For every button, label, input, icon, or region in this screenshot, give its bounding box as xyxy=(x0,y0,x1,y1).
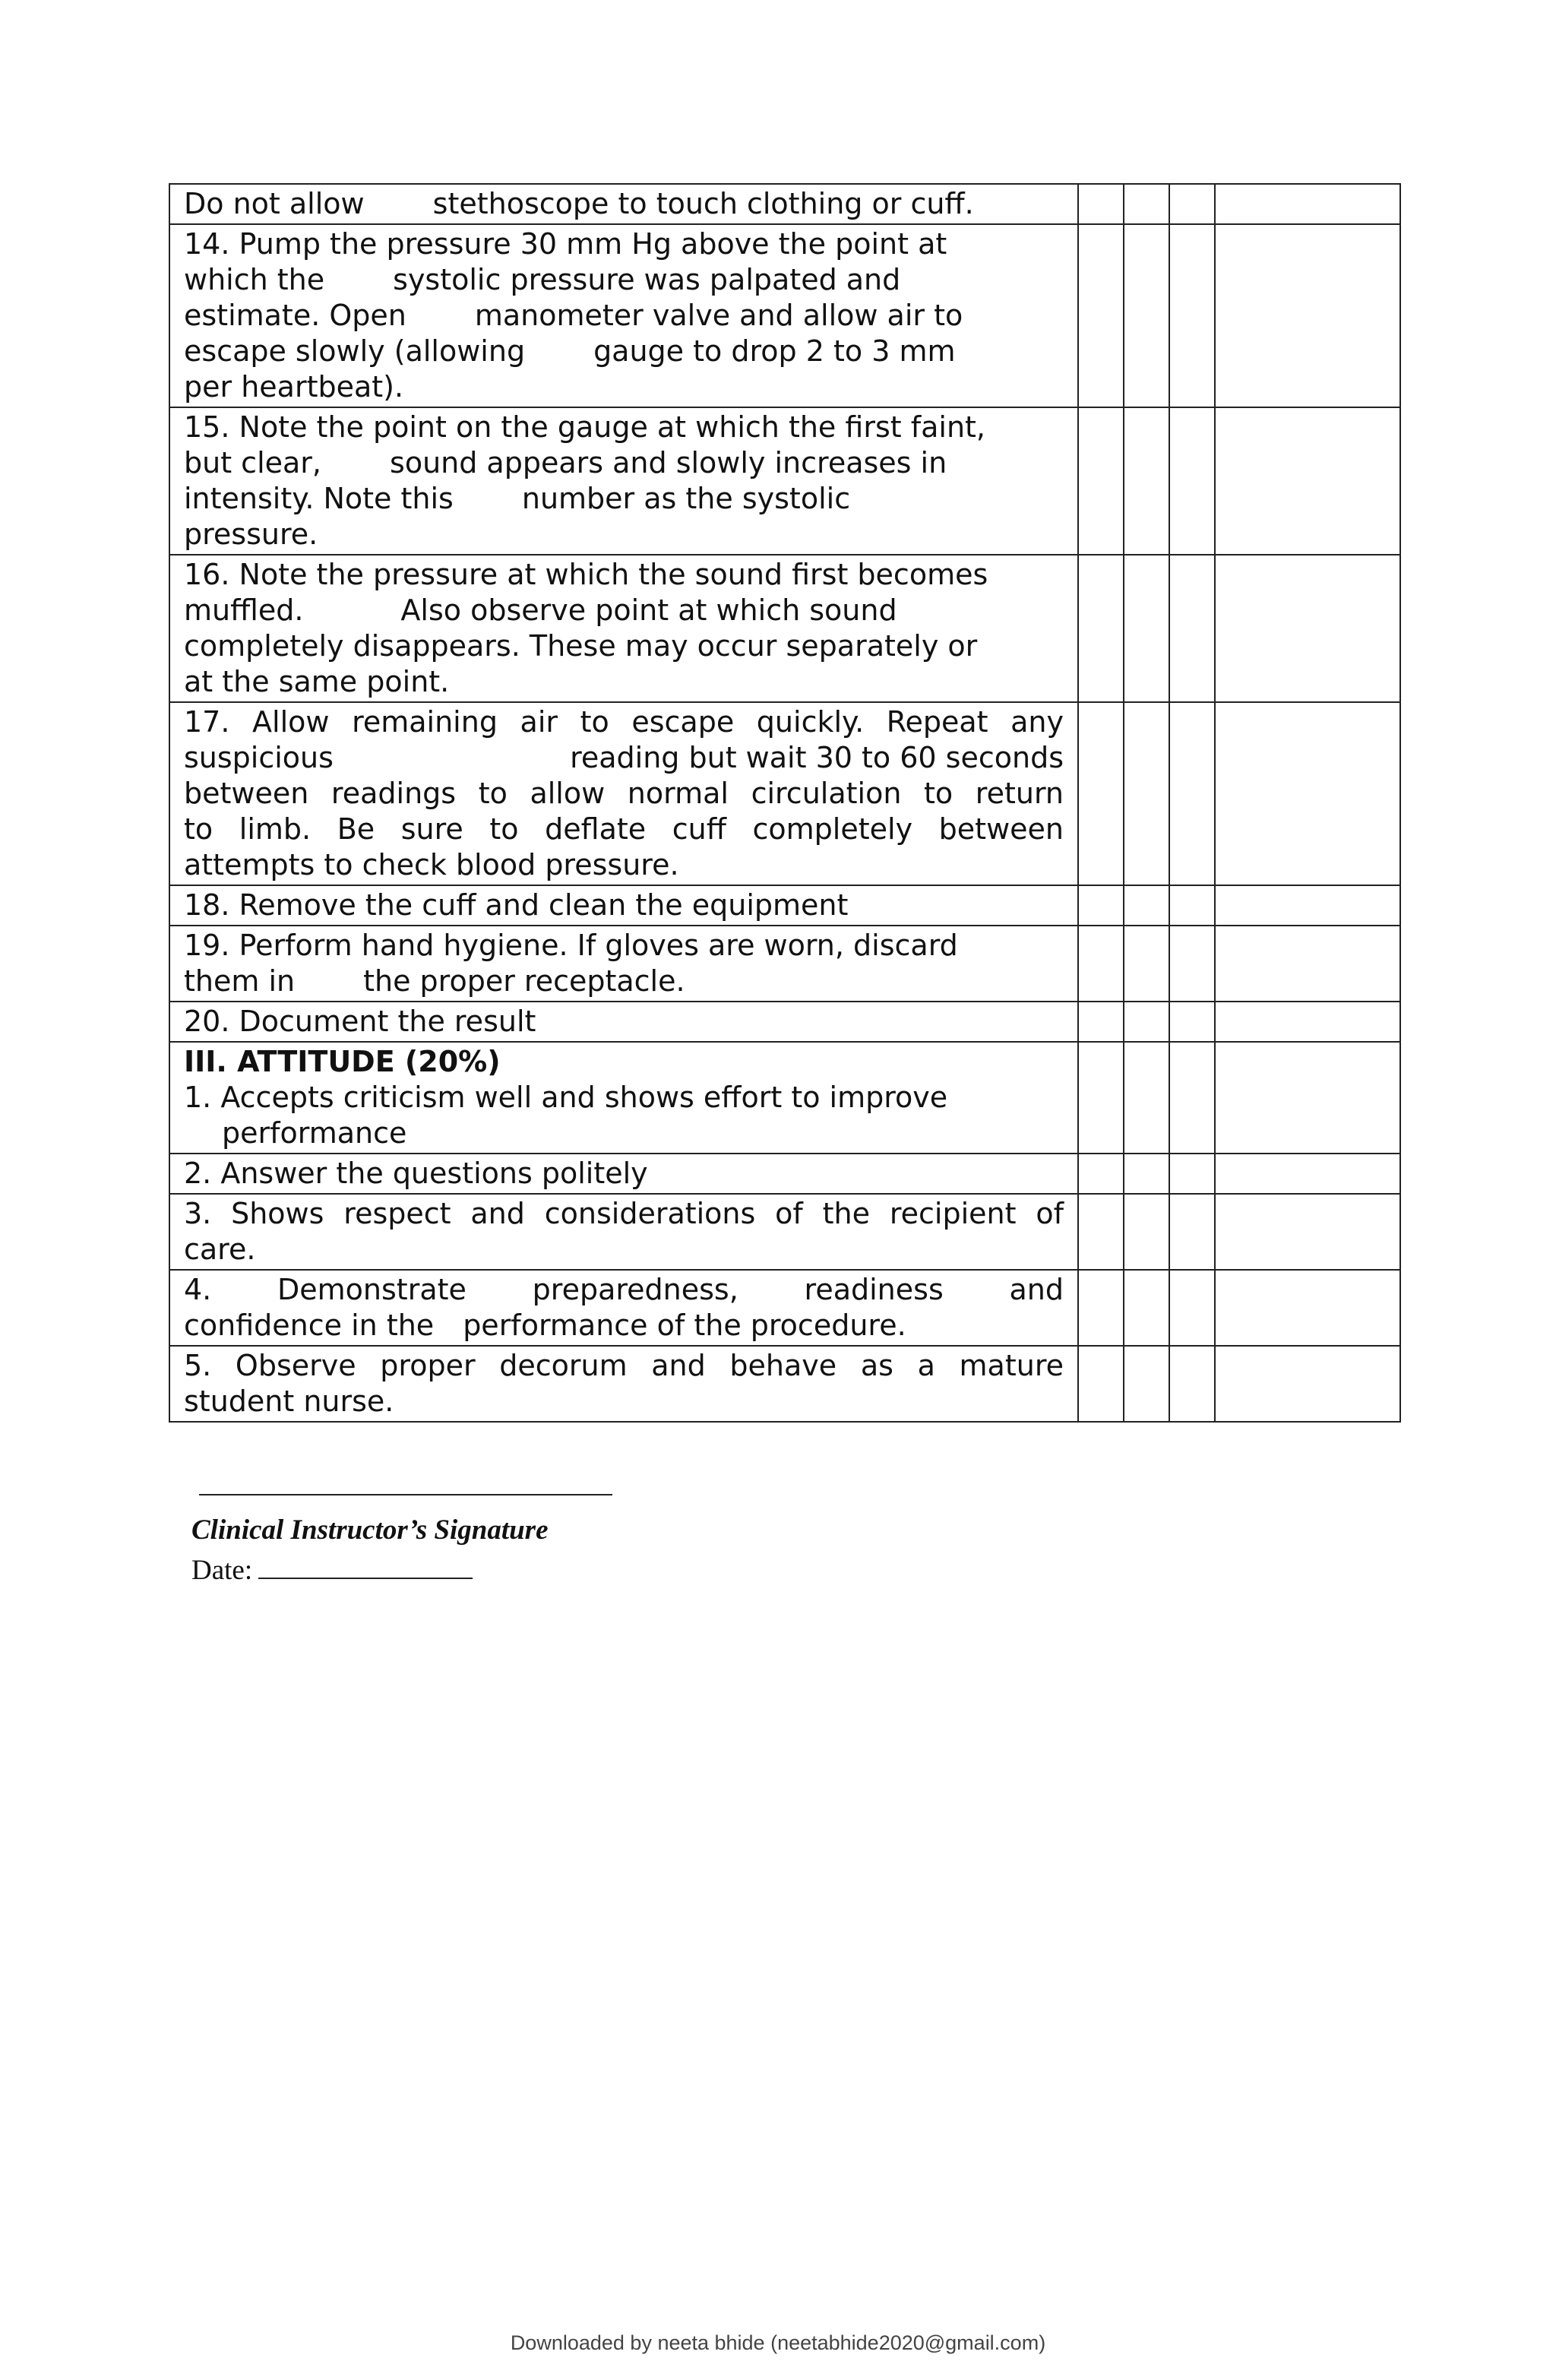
rating-cell[interactable] xyxy=(1169,407,1215,555)
rating-cell[interactable] xyxy=(1078,1042,1124,1154)
remarks-cell[interactable] xyxy=(1215,184,1400,224)
step-19-line: the proper receptacle. xyxy=(363,964,685,998)
table-row xyxy=(169,1002,1400,1042)
rating-cell[interactable] xyxy=(1078,407,1124,555)
attitude-5-line: student nurse. xyxy=(184,1385,394,1418)
step-16-line: at the same point. xyxy=(184,665,450,698)
step-15-line: sound appears and slowly increases in xyxy=(390,446,947,479)
step-18-line: 18. Remove the cuff and clean the equipment xyxy=(184,888,849,922)
rating-cell[interactable] xyxy=(1169,1002,1215,1042)
attitude-1-cell xyxy=(169,1042,1078,1154)
attitude-1-line: performance xyxy=(222,1116,407,1150)
rating-cell[interactable] xyxy=(1124,1042,1169,1154)
attitude-4-line: confidence in the xyxy=(184,1309,435,1342)
rating-cell[interactable] xyxy=(1078,1346,1124,1422)
step-14-line: 14. Pump the pressure 30 mm Hg above the point at xyxy=(184,227,947,261)
step-17-line: attempts to check blood pressure. xyxy=(184,848,679,881)
remarks-cell[interactable] xyxy=(1215,555,1400,702)
step-13-text-a: Do not allow xyxy=(184,187,365,220)
step-19-line: them in xyxy=(184,964,296,998)
rating-cell[interactable] xyxy=(1169,184,1215,224)
step-16-line: Also observe point at which sound xyxy=(400,593,897,627)
step-20-cell xyxy=(169,1002,1078,1042)
remarks-cell[interactable] xyxy=(1215,1270,1400,1346)
table-row xyxy=(169,407,1400,555)
remarks-cell[interactable] xyxy=(1215,1154,1400,1194)
step-19-line: 19. Perform hand hygiene. If gloves are worn, discard xyxy=(184,929,958,962)
table-row xyxy=(169,1042,1400,1154)
rating-cell[interactable] xyxy=(1124,1154,1169,1194)
attitude-3-cell xyxy=(169,1194,1078,1270)
step-13-text-b: stethoscope to touch clothing or cuff. xyxy=(432,187,974,220)
step-17-line: suspicious xyxy=(184,741,334,774)
rating-cell[interactable] xyxy=(1169,1154,1215,1194)
attitude-5-line: 5. Observe proper decorum and behave as a mature xyxy=(184,1349,1064,1382)
rating-cell[interactable] xyxy=(1078,885,1124,926)
signature-label: Clinical Instructor’s Signature xyxy=(191,1514,549,1546)
table-row xyxy=(169,885,1400,926)
step-17-line: to limb. Be sure to deflate cuff completely between xyxy=(184,812,1064,846)
step-16-cell xyxy=(169,555,1078,702)
rating-cell[interactable] xyxy=(1169,926,1215,1002)
table-row xyxy=(169,555,1400,702)
evaluation-checklist-table xyxy=(169,183,1401,1423)
table-row xyxy=(169,1270,1400,1346)
step-14-line: which the xyxy=(184,263,325,296)
attitude-section-heading: III. ATTITUDE (20%) xyxy=(184,1045,501,1078)
step-20-line: 20. Document the result xyxy=(184,1005,536,1038)
step-16-line: 16. Note the pressure at which the sound first becomes xyxy=(184,558,988,591)
rating-cell[interactable] xyxy=(1078,1270,1124,1346)
rating-cell[interactable] xyxy=(1124,702,1169,885)
rating-cell[interactable] xyxy=(1078,1002,1124,1042)
rating-cell[interactable] xyxy=(1124,184,1169,224)
attitude-1-line: 1. Accepts criticism well and shows effort to improve xyxy=(184,1081,948,1114)
step-15-line: pressure. xyxy=(184,517,318,551)
signature-line[interactable] xyxy=(199,1494,612,1495)
step-16-line: muffled. xyxy=(184,593,304,627)
step-17-line: reading but wait 30 to 60 seconds xyxy=(570,741,1064,774)
attitude-5-cell xyxy=(169,1346,1078,1422)
table-row xyxy=(169,1194,1400,1270)
step-14-line: systolic pressure was palpated and xyxy=(393,263,901,296)
rating-cell[interactable] xyxy=(1169,1042,1215,1154)
rating-cell[interactable] xyxy=(1078,926,1124,1002)
rating-cell[interactable] xyxy=(1124,1346,1169,1422)
table-row xyxy=(169,224,1400,407)
rating-cell[interactable] xyxy=(1124,1270,1169,1346)
remarks-cell[interactable] xyxy=(1215,1002,1400,1042)
rating-cell[interactable] xyxy=(1078,224,1124,407)
date-row xyxy=(191,1550,473,1587)
rating-cell[interactable] xyxy=(1169,1346,1215,1422)
attitude-4-line: performance of the procedure. xyxy=(463,1309,906,1342)
step-16-line: completely disappears. These may occur separately or xyxy=(184,629,978,663)
rating-cell[interactable] xyxy=(1124,1194,1169,1270)
remarks-cell[interactable] xyxy=(1215,407,1400,555)
rating-cell[interactable] xyxy=(1124,926,1169,1002)
rating-cell[interactable] xyxy=(1078,1154,1124,1194)
rating-cell[interactable] xyxy=(1078,1194,1124,1270)
step-15-line: but clear, xyxy=(184,446,322,479)
rating-cell[interactable] xyxy=(1078,555,1124,702)
remarks-cell[interactable] xyxy=(1215,1194,1400,1270)
step-14-line: per heartbeat). xyxy=(184,370,404,404)
table-row xyxy=(169,1154,1400,1194)
rating-cell[interactable] xyxy=(1169,224,1215,407)
attitude-4-line: 4. Demonstrate preparedness, readiness and xyxy=(184,1273,1064,1306)
step-19-cell xyxy=(169,926,1078,1002)
step-15-line: 15. Note the point on the gauge at which the first faint, xyxy=(184,410,986,444)
remarks-cell[interactable] xyxy=(1215,926,1400,1002)
rating-cell[interactable] xyxy=(1169,885,1215,926)
step-14-cell xyxy=(169,224,1078,407)
step-18-cell xyxy=(169,885,1078,926)
date-label: Date: xyxy=(191,1555,253,1586)
step-15-cell xyxy=(169,407,1078,555)
table-row xyxy=(169,926,1400,1002)
rating-cell[interactable] xyxy=(1124,224,1169,407)
table-row xyxy=(169,184,1400,224)
rating-cell[interactable] xyxy=(1078,702,1124,885)
step-14-line: escape slowly (allowing xyxy=(184,334,526,368)
rating-cell[interactable] xyxy=(1124,407,1169,555)
step-14-line: estimate. Open xyxy=(184,299,406,332)
step-17-line: 17. Allow remaining air to escape quickly. Repeat any xyxy=(184,705,1064,739)
remarks-cell[interactable] xyxy=(1215,1042,1400,1154)
step-17-cell xyxy=(169,702,1078,885)
step-14-line: gauge to drop 2 to 3 mm xyxy=(593,334,956,368)
attitude-2-cell xyxy=(169,1154,1078,1194)
date-blank-field[interactable] xyxy=(258,1550,473,1579)
rating-cell[interactable] xyxy=(1169,1270,1215,1346)
remarks-cell[interactable] xyxy=(1215,1346,1400,1422)
step-13-cell xyxy=(169,184,1078,224)
rating-cell[interactable] xyxy=(1169,702,1215,885)
rating-cell[interactable] xyxy=(1169,555,1215,702)
table-row xyxy=(169,1346,1400,1422)
download-footer: Downloaded by neeta bhide (neetabhide2020@gmail.com) xyxy=(510,2331,1046,2354)
rating-cell[interactable] xyxy=(1124,555,1169,702)
remarks-cell[interactable] xyxy=(1215,702,1400,885)
step-15-line: intensity. Note this xyxy=(184,482,454,515)
rating-cell[interactable] xyxy=(1078,184,1124,224)
rating-cell[interactable] xyxy=(1124,1002,1169,1042)
rating-cell[interactable] xyxy=(1124,885,1169,926)
remarks-cell[interactable] xyxy=(1215,885,1400,926)
attitude-2-line: 2. Answer the questions politely xyxy=(184,1157,648,1190)
step-15-line: number as the systolic xyxy=(521,482,851,515)
attitude-4-cell xyxy=(169,1270,1078,1346)
step-17-line: between readings to allow normal circulation to return xyxy=(184,777,1064,810)
remarks-cell[interactable] xyxy=(1215,224,1400,407)
attitude-3-line: care. xyxy=(184,1233,256,1266)
rating-cell[interactable] xyxy=(1169,1194,1215,1270)
table-row xyxy=(169,702,1400,885)
attitude-3-line: 3. Shows respect and considerations of the recipient of xyxy=(184,1197,1064,1230)
step-14-line: manometer valve and allow air to xyxy=(474,299,963,332)
